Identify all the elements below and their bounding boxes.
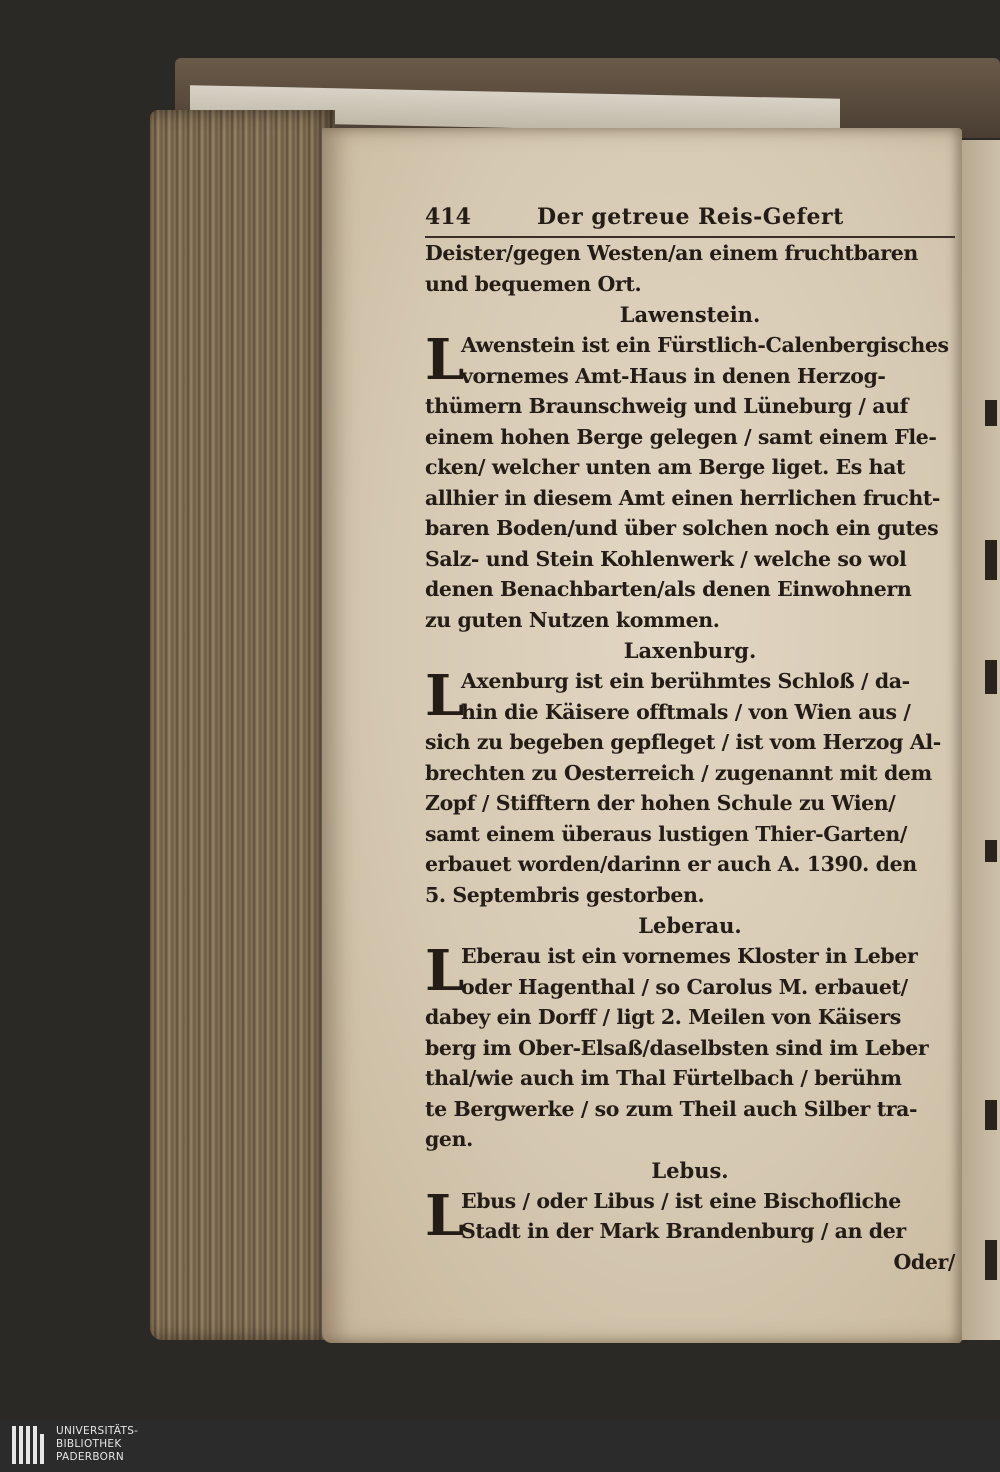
- library-name-line: PADERBORN: [56, 1451, 124, 1463]
- text-line: hin die Käisere offtmals / von Wien aus /: [461, 699, 911, 724]
- text-line: Deister/gegen Westen/an einem fruchtbaren: [425, 241, 918, 265]
- text-line: zu guten Nutzen kommen.: [425, 607, 720, 632]
- drop-initial: L: [425, 663, 464, 729]
- text-line: thal/wie auch im Thal Fürtelbach / berühm: [425, 1066, 902, 1090]
- text-line: te Bergwerke / so zum Theil auch Silber tra-: [425, 1096, 918, 1121]
- page-header: [425, 200, 955, 238]
- text-line: einem hohen Berge gelegen / samt einem Fle-: [425, 424, 937, 449]
- library-name-line: BIBLIOTHEK: [56, 1438, 122, 1450]
- text-line: sich zu begeben gepfleget / ist vom Herzog Al-: [425, 730, 941, 754]
- text-line: samt einem überaus lustigen Thier-Garten/: [425, 821, 907, 846]
- text-line: 5. Septembris gestorben.: [425, 882, 705, 907]
- text-line: cken/ welcher unten am Berge liget. Es hat: [425, 455, 906, 479]
- line-text: Axenburg ist ein berühmtes Schloß / da-: [461, 669, 910, 693]
- text-line: oder Hagenthal / so Carolus M. erbauet/: [461, 974, 908, 999]
- line-text: Ebus / oder Libus / ist eine Bischofliche: [461, 1188, 901, 1213]
- entry-heading: Lebus.: [651, 1157, 729, 1183]
- page-text: [425, 200, 955, 1277]
- text-line: Salz- und Stein Kohlenwerk / welche so wol: [425, 546, 907, 571]
- entry-heading: Leberau.: [638, 913, 742, 938]
- text-line: denen Benachbarten/als denen Einwohnern: [425, 577, 912, 601]
- page-number: 414: [425, 204, 471, 230]
- running-title: Der getreue Reis-Gefert: [537, 204, 844, 230]
- text-line: erbauet worden/darinn er auch A. 1390. den: [425, 852, 917, 876]
- library-name: [56, 1425, 138, 1464]
- drop-initial: L: [425, 327, 464, 393]
- line-text: Eberau ist ein vornemes Kloster in Leber: [461, 944, 918, 968]
- text-line: berg im Ober-Elsaß/daselbsten sind im Leber: [425, 1035, 929, 1060]
- text-line: Oder/: [893, 1249, 955, 1274]
- text-line: Stadt in der Mark Brandenburg / an der: [461, 1219, 906, 1243]
- library-footer: [0, 1420, 1000, 1472]
- text-line: brechten zu Oesterreich / zugenannt mit dem: [425, 760, 932, 785]
- text-line: Zopf / Stifftern der hohen Schule zu Wien/: [425, 791, 896, 815]
- text-line: thümern Braunschweig und Lüneburg / auf: [425, 394, 909, 418]
- text-line: vornemes Amt-Haus in denen Herzog-: [461, 363, 886, 388]
- text-line: gen.: [425, 1127, 473, 1151]
- text-line: baren Boden/und über solchen noch ein gutes: [425, 516, 939, 540]
- drop-initial: L: [425, 1182, 464, 1249]
- text-line: allhier in diesem Amt einen herrlichen frucht-: [425, 485, 941, 510]
- entry-heading: Laxenburg.: [623, 638, 757, 663]
- text-lines: [425, 238, 955, 1277]
- text-line: dabey ein Dorff / ligt 2. Meilen von Käisers: [425, 1005, 901, 1029]
- line-text: Awenstein ist ein Fürstlich-Calenbergisches: [461, 333, 949, 357]
- library-logo-icon: [10, 1424, 50, 1466]
- library-name-line: UNIVERSITÄTS-: [56, 1425, 139, 1437]
- drop-initial: L: [425, 938, 464, 1004]
- text-line: und bequemen Ort.: [425, 271, 642, 296]
- entry-heading: Lawenstein.: [619, 302, 761, 327]
- page-edges: [150, 110, 335, 1340]
